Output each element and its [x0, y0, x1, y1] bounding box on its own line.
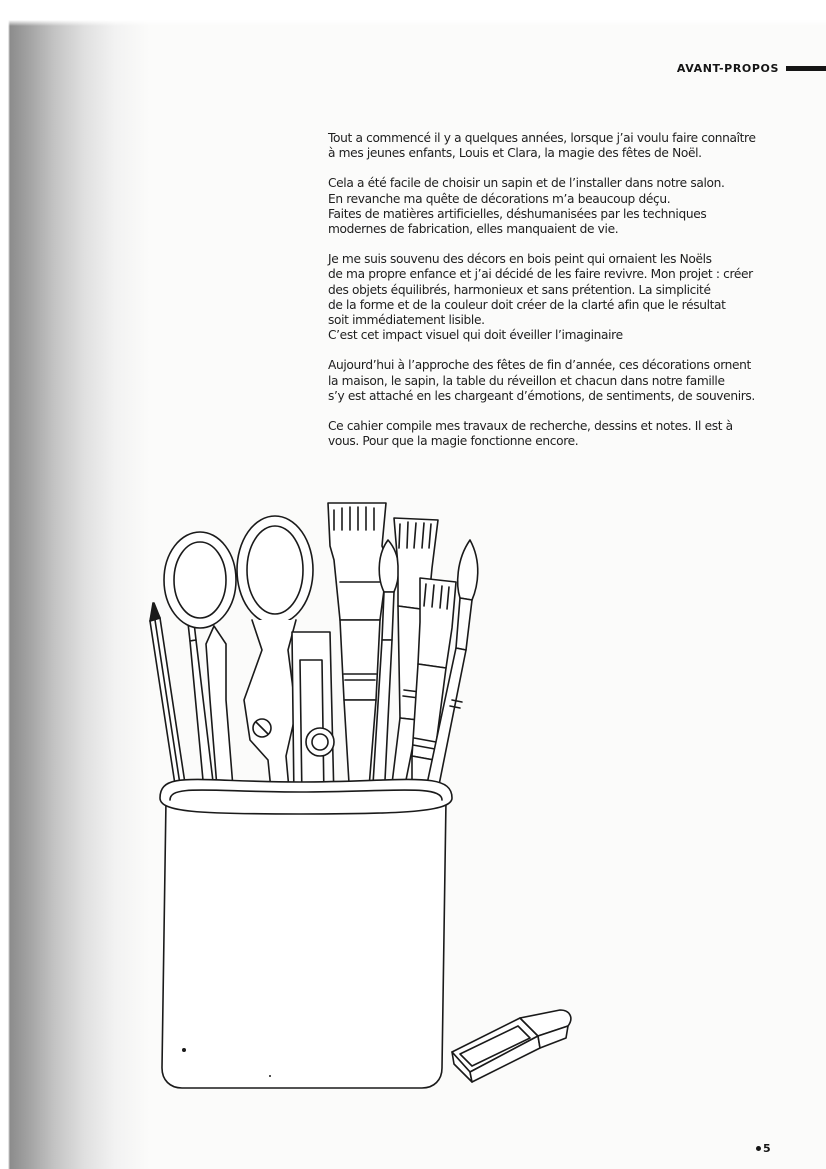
section-title: AVANT-PROPOS	[676, 61, 779, 75]
scan-margin	[0, 0, 826, 26]
binding-shadow	[0, 0, 150, 1169]
text-line: Cela a été facile de choisir un sapin et de l’installer dans notre salon.	[328, 176, 725, 191]
text-line: s’y est attaché en les chargeant d’émotions, de sentiments, de souvenirs.	[328, 388, 755, 403]
bullet-icon	[756, 1146, 761, 1151]
text-line: Aujourd’hui à l’approche des fêtes de fin d’année, ces décorations ornent	[328, 358, 751, 373]
text-line: soit immédiatement lisible.	[328, 313, 485, 328]
text-line: de la forme et de la couleur doit créer de la clarté afin que le résultat	[328, 297, 726, 312]
page-number-text: 5	[763, 1142, 771, 1155]
paragraph	[328, 358, 790, 404]
page-number	[756, 1142, 771, 1155]
paragraph	[328, 131, 790, 161]
pot-icon	[160, 779, 452, 1088]
text-line: à mes jeunes enfants, Louis et Clara, la magie des fêtes de Noël.	[328, 146, 702, 161]
eraser-icon	[452, 1010, 571, 1082]
art-supplies-pot-icon	[140, 490, 580, 1100]
text-line: vous. Pour que la magie fonctionne encore.	[328, 434, 579, 449]
text-line: Tout a commencé il y a quelques années, lorsque j’ai voulu faire connaître	[328, 131, 756, 145]
text-line: des objets équilibrés, harmonieux et sans prétention. La simplicité	[328, 282, 711, 297]
paragraph	[328, 419, 790, 449]
text-line: de ma propre enfance et j’ai décidé de les faire revivre. Mon projet : créer	[328, 267, 753, 282]
foreword-text	[328, 131, 790, 464]
text-line: modernes de fabrication, elles manquaient de vie.	[328, 222, 619, 237]
text-line: la maison, le sapin, la table du réveillon et chacun dans notre famille	[328, 373, 725, 388]
header-rule	[786, 66, 826, 71]
text-line: Je me suis souvenu des décors en bois peint qui ornaient les Noëls	[328, 252, 712, 267]
text-line: En revanche ma quête de décorations m’a beaucoup déçu.	[328, 191, 671, 206]
text-line: C’est cet impact visuel qui doit éveiller l’imaginaire	[328, 328, 623, 343]
paragraph	[328, 252, 790, 343]
pencil-icon	[150, 603, 186, 791]
text-line: Faites de matières artificielles, déshumanisées par les techniques	[328, 206, 707, 221]
ruler-icon	[292, 632, 334, 800]
text-line: Ce cahier compile mes travaux de recherche, dessins et notes. Il est à	[328, 419, 733, 434]
running-header	[677, 60, 826, 76]
paragraph	[328, 176, 790, 237]
